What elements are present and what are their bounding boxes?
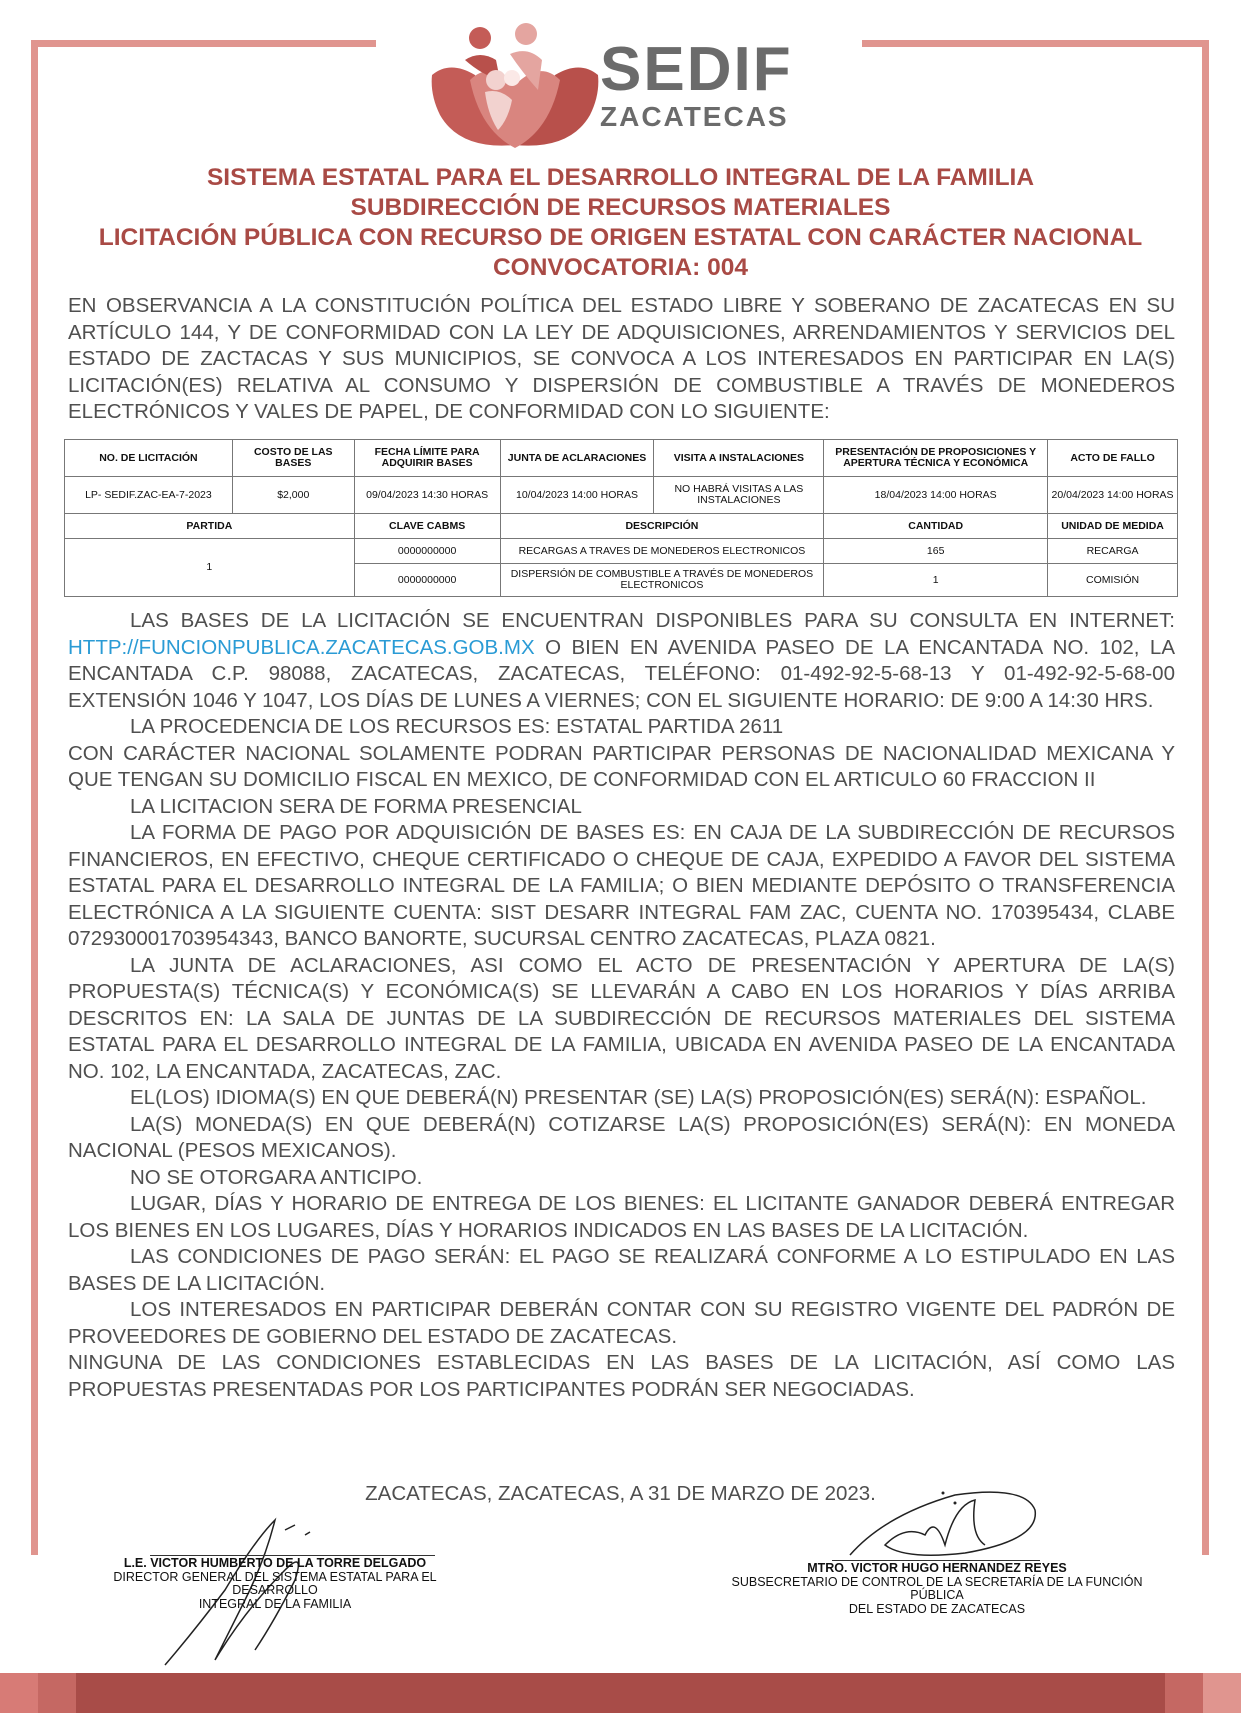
- table-header-row: [65, 440, 1178, 477]
- header-cell: FECHA LÍMITE PARA ADQUIRIR BASES: [354, 440, 500, 477]
- title-line-3: LICITACIÓN PÚBLICA CON RECURSO DE ORIGEN ESTATAL CON CARÁCTER NACIONAL: [98, 224, 1143, 251]
- header-cell: JUNTA DE ACLARACIONES: [500, 440, 654, 477]
- title-line-2: SUBDIRECCIÓN DE RECURSOS MATERIALES: [350, 194, 891, 221]
- licitacion-table: [64, 439, 1178, 597]
- header-cell: CANTIDAD: [824, 514, 1048, 539]
- funcion-publica-link[interactable]: HTTP://FUNCIONPUBLICA.ZACATECAS.GOB.MX: [68, 635, 535, 659]
- header-cell: CLAVE CABMS: [354, 514, 500, 539]
- paragraph-registro: LOS INTERESADOS EN PARTICIPAR DEBERÁN CONTAR CON SU REGISTRO VIGENTE DEL PADRÓN DE PROVEEDORES DE GOBIERNO DEL ESTADO DE ZACATECAS.: [68, 1298, 1175, 1348]
- bases-address: O BIEN EN AVENIDA PASEO DE LA ENCANTADA NO. 102, LA ENCANTADA C.P. 98088, ZACATECAS, ZACATECAS, TELÉFONO: 01-492-92-5-68-13 Y 01-492-92-5-68-00 EXTENSIÓN 1046 Y 1047, LOS DÍAS DE LUNES A VIERNES; CON EL SIGUIENTE HORARIO: DE 9:00 A 14:30 HRS.: [68, 635, 1175, 712]
- header-cell: PARTIDA: [65, 514, 355, 539]
- table-cell: RECARGAS A TRAVES DE MONEDEROS ELECTRONICOS: [500, 539, 824, 564]
- paragraph-entrega: LUGAR, DÍAS Y HORARIO DE ENTREGA DE LOS BIENES: EL LICITANTE GANADOR DEBERÁ ENTREGAR LOS BIENES EN LOS LUGARES, DÍAS Y HORARIOS INDICADOS EN LAS BASES DE LA LICITACIÓN.: [68, 1192, 1175, 1242]
- footer-bar: [0, 1673, 1241, 1713]
- paragraph-condiciones-pago: LAS CONDICIONES DE PAGO SERÁN: EL PAGO SE REALIZARÁ CONFORME A LO ESTIPULADO EN LAS BASES DE LA LICITACIÓN.: [68, 1245, 1175, 1295]
- table-cell: 1: [824, 564, 1048, 597]
- paragraph-pago-bases: LA FORMA DE PAGO POR ADQUISICIÓN DE BASES ES: EN CAJA DE LA SUBDIRECCIÓN DE RECURSOS FINANCIEROS, EN EFECTIVO, CHEQUE CERTIFICADO O CHEQUE DE CAJA, EXPEDIDO A FAVOR DEL SISTEMA ESTATAL PARA EL DESARROLLO INTEGRAL DE LA FAMILIA; O BIEN MEDIANTE DEPÓSITO O TRANSFERENCIA ELECTRÓNICA A LA SIGUIENTE CUENTA: SIST DESARR INTEGRAL FAM ZAC, CUENTA NO. 170395434, CLABE 072930001703954343, BANCO BANORTE, SUCURSAL CENTRO ZACATECAS, PLAZA 0821.: [68, 821, 1175, 950]
- table-cell: 18/04/2023 14:00 HORAS: [824, 477, 1048, 514]
- frame-top-right: [862, 40, 1209, 47]
- intro-paragraph: EN OBSERVANCIA A LA CONSTITUCIÓN POLÍTICA DEL ESTADO LIBRE Y SOBERANO DE ZACATECAS EN SU ARTÍCULO 144, Y DE CONFORMIDAD CON LA LEY DE ADQUISICIONES, ARRENDAMIENTOS Y SERVICIOS DEL ESTADO DE ZACTACAS Y SUS MUNICIPIOS, SE CONVOCA A LOS INTERESADOS EN PARTICIPAR EN LA(S) LICITACIÓN(ES) RELATIVA AL CONSUMO Y DISPERSIÓN DE COMBUSTIBLE A TRAVÉS DE MONEDEROS ELECTRÓNICOS Y VALES DE PAPEL, DE CONFORMIDAD CON LO SIGUIENTE:: [68, 294, 1175, 423]
- signer-right-name: MTRO. VICTOR HUGO HERNANDEZ REYES: [807, 1561, 1067, 1575]
- paragraph-caracter: CON CARÁCTER NACIONAL SOLAMENTE PODRAN PARTICIPAR PERSONAS DE NACIONALIDAD MEXICANA Y QUE TENGAN SU DOMICILIO FISCAL EN MEXICO, DE CONFORMIDAD CON EL ARTICULO 60 FRACCION II: [68, 741, 1175, 791]
- header-cell: DESCRIPCIÓN: [500, 514, 824, 539]
- bases-text: LAS BASES DE LA LICITACIÓN SE ENCUENTRAN DISPONIBLES PARA SU CONSULTA EN INTERNET:: [130, 609, 1175, 632]
- paragraph-bases: [68, 608, 1175, 714]
- paragraph-moneda: LA(S) MONEDA(S) EN QUE DEBERÁ(N) COTIZARSE LA(S) PROPOSICIÓN(ES) SERÁ(N): EN MONEDA NACIONAL (PESOS MEXICANOS).: [68, 1112, 1175, 1162]
- signer-left-name: L.E. VICTOR HUMBERTO DE LA TORRE DELGADO: [123, 1556, 427, 1570]
- signer-left-title-2: INTEGRAL DE LA FAMILIA: [198, 1596, 352, 1611]
- frame-right: [1202, 40, 1209, 1555]
- table-cell: COMISIÓN: [1048, 564, 1178, 597]
- header-cell: ACTO DE FALLO: [1048, 440, 1178, 477]
- paragraph-negociacion: NINGUNA DE LAS CONDICIONES ESTABLECIDAS EN LAS BASES DE LA LICITACIÓN, ASÍ COMO LAS PROPUESTAS PRESENTADAS POR LOS PARTICIPANTES PODRÁN SER NEGOCIADAS.: [68, 1351, 1175, 1401]
- table-cell: 20/04/2023 14:00 HORAS: [1048, 477, 1178, 514]
- table-cell: 0000000000: [354, 539, 500, 564]
- logo-text: [600, 35, 793, 132]
- paragraph-forma: LA LICITACION SERA DE FORMA PRESENCIAL: [130, 794, 582, 818]
- frame-top-left: [38, 40, 376, 47]
- signer-right-title-2: DEL ESTADO DE ZACATECAS: [848, 1601, 1026, 1616]
- signer-left: [70, 1557, 480, 1611]
- logo-main-text: SEDIF: [600, 35, 793, 104]
- table-cell: $2,000: [232, 477, 354, 514]
- header-cell: UNIDAD DE MEDIDA: [1048, 514, 1178, 539]
- document-title: [40, 163, 1201, 283]
- paragraph-junta: LA JUNTA DE ACLARACIONES, ASI COMO EL ACTO DE PRESENTACIÓN Y APERTURA DE LA(S) PROPUESTA(S) TÉCNICA(S) Y ECONÓMICA(S) SE LLEVARÁN A CABO EN LOS HORARIOS Y DÍAS ARRIBA DESCRITOS EN: LA SALA DE JUNTAS DE LA SUBDIRECCIÓN DE RECURSOS MATERIALES DEL SISTEMA ESTATAL PARA EL DESARROLLO INTEGRAL DE LA FAMILIA, UBICADA EN AVENIDA PASEO DE LA ENCANTADA NO. 102, LA ENCANTADA, ZACATECAS, ZAC.: [68, 953, 1175, 1083]
- header-cell: NO. DE LICITACIÓN: [65, 440, 233, 477]
- table-cell: 0000000000: [354, 564, 500, 597]
- table-cell: LP- SEDIF.ZAC-EA-7-2023: [65, 477, 233, 514]
- table-cell: 165: [824, 539, 1048, 564]
- paragraph-procedencia: LA PROCEDENCIA DE LOS RECURSOS ES: ESTATAL PARTIDA 2611: [130, 715, 784, 738]
- table-row: [65, 539, 1178, 564]
- paragraph-anticipo: NO SE OTORGARA ANTICIPO.: [130, 1165, 423, 1189]
- header-cell: COSTO DE LAS BASES: [232, 440, 354, 477]
- family-emblem-icon: [430, 20, 600, 155]
- table-cell: DISPERSIÓN DE COMBUSTIBLE A TRAVÉS DE MONEDEROS ELECTRONICOS: [500, 564, 824, 597]
- table-cell: 10/04/2023 14:00 HORAS: [500, 477, 654, 514]
- header-cell: VISITA A INSTALACIONES: [654, 440, 824, 477]
- table-cell: 09/04/2023 14:30 HORAS: [354, 477, 500, 514]
- footer-block: [38, 1673, 76, 1713]
- footer-block: [0, 1673, 38, 1713]
- signature-right-icon: [845, 1485, 1045, 1565]
- signer-right-title: SUBSECRETARIO DE CONTROL DE LA SECRETARÍA DE LA FUNCIÓN PÚBLICA: [731, 1574, 1143, 1602]
- table-cell: NO HABRÁ VISITAS A LAS INSTALACIONES: [654, 477, 824, 514]
- footer-block: [1165, 1673, 1203, 1713]
- document-date: ZACATECAS, ZACATECAS, A 31 DE MARZO DE 2023.: [365, 1482, 876, 1505]
- header-cell: PRESENTACIÓN DE PROPOSICIONES Y APERTURA TÉCNICA Y ECONÓMICA: [824, 440, 1048, 477]
- footer-block: [1203, 1673, 1241, 1713]
- table-header-row: [65, 514, 1178, 539]
- partida-cell: 1: [65, 539, 355, 597]
- title-line-4: CONVOCATORIA: 004: [492, 254, 749, 281]
- table-row: [65, 477, 1178, 514]
- frame-left: [31, 40, 38, 1555]
- body-text: [68, 608, 1175, 1403]
- signer-right: [712, 1562, 1162, 1616]
- signer-left-title: DIRECTOR GENERAL DEL SISTEMA ESTATAL PARA EL DESARROLLO: [113, 1569, 437, 1597]
- table-cell: RECARGA: [1048, 539, 1178, 564]
- logo-sub-text: ZACATECAS: [600, 101, 789, 132]
- title-line-1: SISTEMA ESTATAL PARA EL DESARROLLO INTEGRAL DE LA FAMILIA: [206, 164, 1035, 191]
- paragraph-idioma: EL(LOS) IDIOMA(S) EN QUE DEBERÁ(N) PRESENTAR (SE) LA(S) PROPOSICIÓN(ES) SERÁ(N): ESPAÑOL.: [130, 1086, 1147, 1109]
